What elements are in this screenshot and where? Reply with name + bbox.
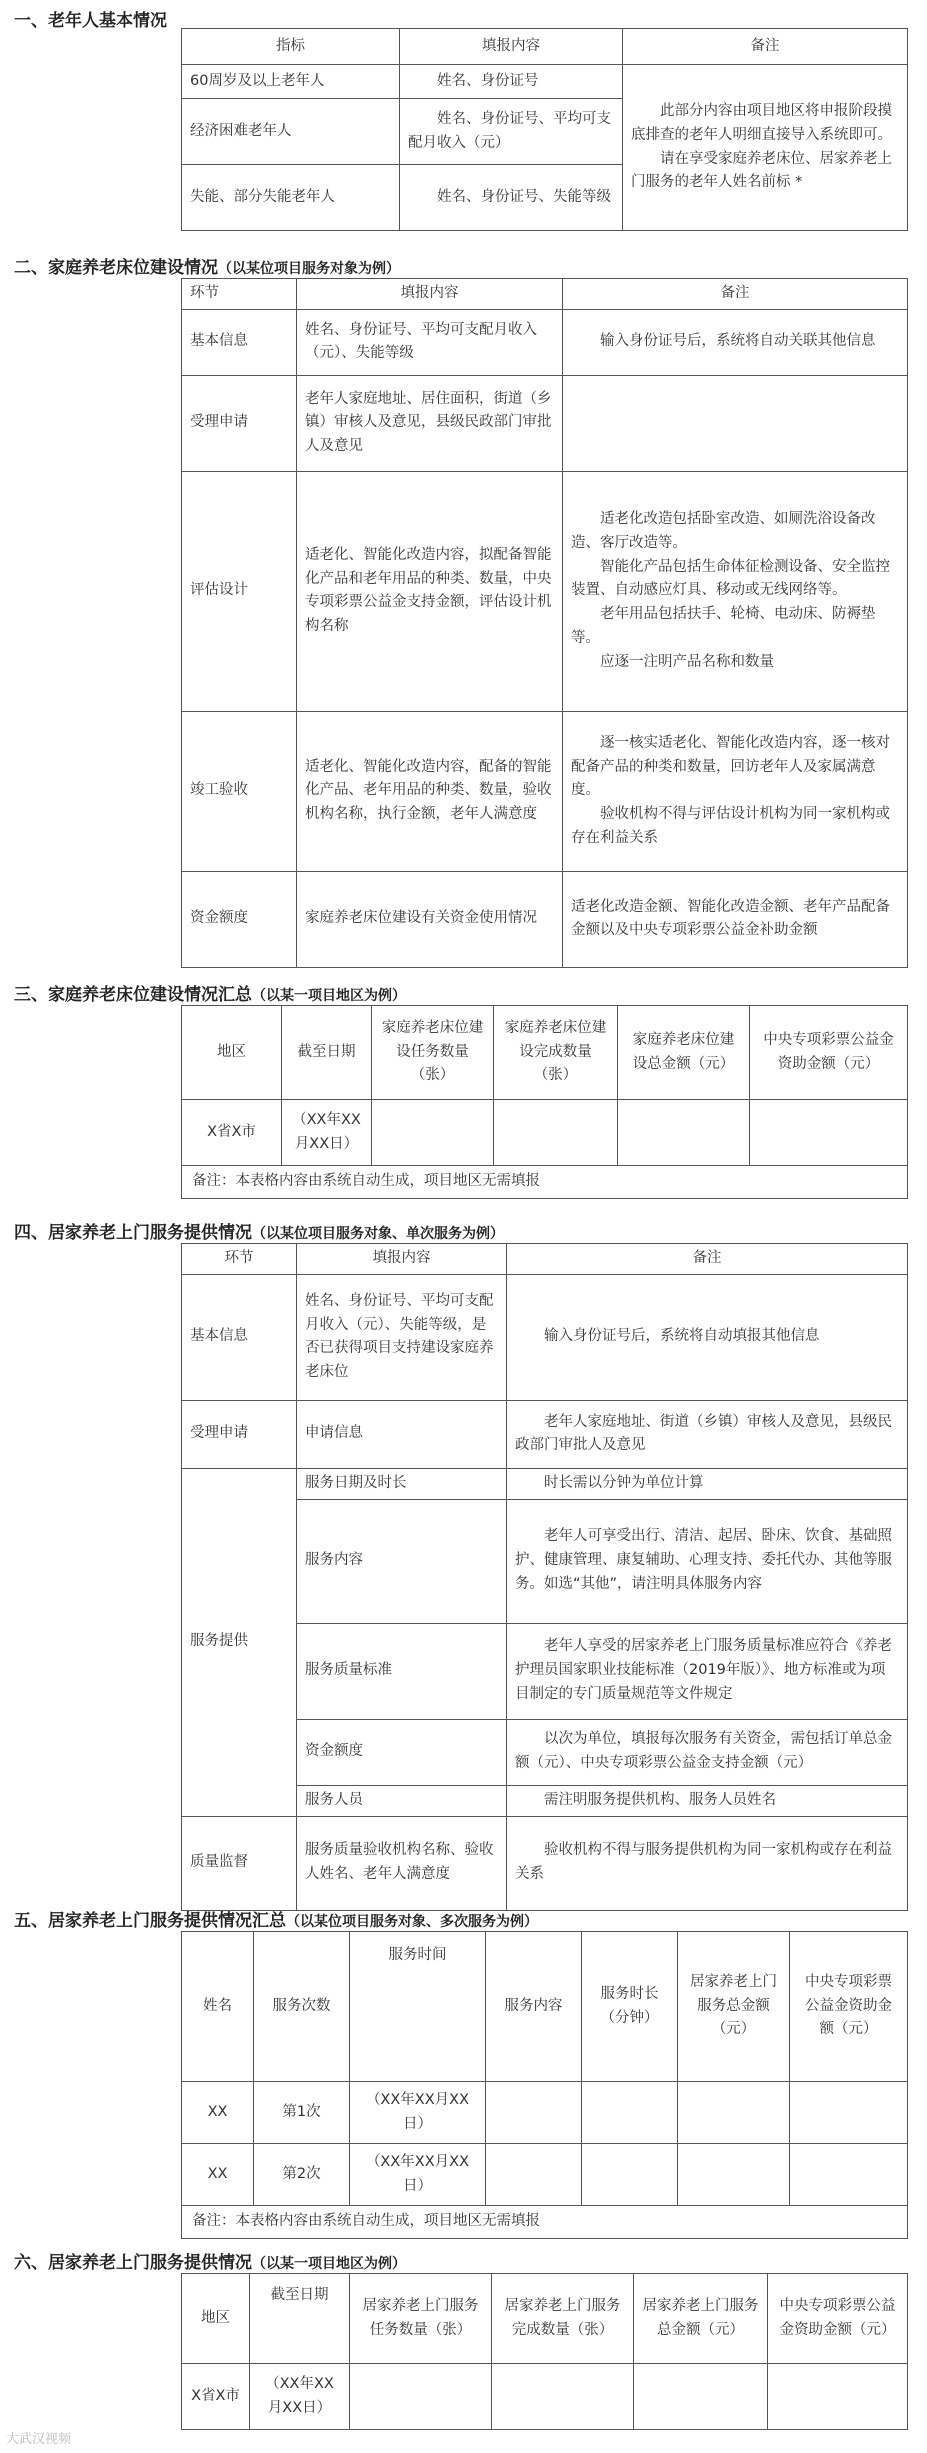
empty-cell: [634, 2364, 768, 2430]
remark-cell: 输入身份证号后，系统将自动填报其他信息: [507, 1274, 908, 1400]
stage-cell: 竣工验收: [182, 711, 297, 871]
remark-cell: 输入身份证号后，系统将自动关联其他信息: [563, 309, 908, 375]
count-cell: 第2次: [254, 2144, 350, 2206]
section-2-title: [14, 253, 400, 278]
section-4-title-text: 四、居家养老上门服务提供情况: [14, 1223, 252, 1243]
date-cell: （XX年XX月XX日）: [282, 1100, 372, 1166]
header-cell: 备注: [563, 279, 908, 310]
header-cell: 备注: [623, 29, 908, 65]
header-cell: 环节: [182, 1244, 297, 1275]
empty-cell: [790, 2144, 908, 2206]
remark-cell: [563, 375, 908, 471]
section-1-title: [14, 6, 167, 31]
remark-cell: 适老化改造金额、智能化改造金额、老年产品配备金额以及中央专项彩票公益金补助金额: [563, 871, 908, 967]
table-note: 备注：本表格内容由系统自动生成，项目地区无需填报: [182, 2206, 908, 2239]
home-service-table: [181, 1243, 908, 1911]
section-2-title-text: 二、家庭养老床位建设情况: [14, 258, 218, 278]
header-cell: 地区: [182, 1006, 282, 1100]
remark-text: 智能化产品包括生命体征检测设备、安全监控装置、自动感应灯具、移动或无线网络等。: [571, 558, 890, 599]
date-cell: （XX年XX月XX日）: [350, 2144, 486, 2206]
section-2-title-note: （以某位项目服务对象为例）: [218, 261, 400, 277]
basic-info-table: [181, 28, 908, 231]
empty-cell: [582, 2082, 678, 2144]
empty-cell: [750, 1100, 908, 1166]
remark-text: 验收机构不得与评估设计机构为同一家机构或存在利益关系: [571, 806, 890, 847]
stage-cell: 基本信息: [182, 309, 297, 375]
header-cell: 填报内容: [297, 1244, 507, 1275]
empty-cell: [492, 2364, 634, 2430]
header-cell: 服务内容: [486, 1932, 582, 2082]
header-cell: 服务时长（分钟）: [582, 1932, 678, 2082]
home-bed-table: [181, 278, 908, 968]
header-cell: 家庭养老床位建设任务数量（张）: [372, 1006, 494, 1100]
header-cell: 填报内容: [297, 279, 563, 310]
section-4-title: [14, 1218, 504, 1243]
name-cell: XX: [182, 2082, 254, 2144]
content-cell: 老年人家庭地址、居住面积，街道（乡镇）审核人及意见，县级民政部门审批人及意见: [297, 375, 563, 471]
remark-cell: 时长需以分钟为单位计算: [507, 1468, 908, 1499]
empty-cell: [790, 2082, 908, 2144]
header-cell: 备注: [507, 1244, 908, 1275]
content-cell: 姓名、身份证号、失能等级: [400, 165, 623, 231]
empty-cell: [768, 2364, 908, 2430]
header-cell: 中央专项彩票公益金资助金额（元）: [790, 1932, 908, 2082]
section-3-title-text: 三、家庭养老床位建设情况汇总: [14, 985, 252, 1005]
indicator-cell: 经济困难老年人: [182, 99, 400, 165]
section-4-title-note: （以某位项目服务对象、单次服务为例）: [252, 1226, 504, 1242]
content-cell: 适老化、智能化改造内容，拟配备智能化产品和老年用品的种类、数量，中央专项彩票公益金支持金额，评估设计机构名称: [297, 471, 563, 711]
empty-cell: [618, 1100, 750, 1166]
remark-cell: 老年人可享受出行、清洁、起居、卧床、饮食、基础照护、健康管理、康复辅助、心理支持、委托代办、其他等服务。如选“其他”，请注明具体服务内容: [507, 1499, 908, 1623]
content-cell: 申请信息: [297, 1400, 507, 1468]
empty-cell: [582, 2144, 678, 2206]
empty-cell: [678, 2144, 790, 2206]
stage-cell: 资金额度: [182, 871, 297, 967]
section-3-title-note: （以某一项目地区为例）: [252, 988, 406, 1004]
remark-text: 此部分内容由项目地区将申报阶段摸底排查的老年人明细直接导入系统即可。: [631, 102, 892, 143]
remark-cell: 需注明服务提供机构、服务人员姓名: [507, 1785, 908, 1816]
stage-cell: 服务提供: [182, 1468, 297, 1816]
header-cell: 居家养老上门服务总金额（元）: [634, 2274, 768, 2364]
section-5-title: [14, 1906, 538, 1931]
content-cell: 姓名、身份证号、平均可支配月收入（元）、失能等级: [297, 309, 563, 375]
table-note: 备注：本表格内容由系统自动生成，项目地区无需填报: [182, 1166, 908, 1199]
content-cell: 适老化、智能化改造内容，配备的智能化产品、老年用品的种类、数量，验收机构名称，执行金额，老年人满意度: [297, 711, 563, 871]
section-6-title: [14, 2248, 406, 2273]
header-cell: 服务次数: [254, 1932, 350, 2082]
content-cell: 服务质量验收机构名称、验收人姓名、老年人满意度: [297, 1816, 507, 1910]
remark-cell: 老年人享受的居家养老上门服务质量标准应符合《养老护理员国家职业技能标准（2019年版）》、地方标准或为项目制定的专门质量规范等文件规定: [507, 1623, 908, 1719]
empty-cell: [678, 2082, 790, 2144]
stage-cell: 质量监督: [182, 1816, 297, 1910]
stage-cell: 基本信息: [182, 1274, 297, 1400]
content-cell: 服务质量标准: [297, 1623, 507, 1719]
remark-text: 逐一核实适老化、智能化改造内容，逐一核对配备产品的种类和数量，回访老年人及家属满意度。: [571, 734, 890, 799]
header-cell: 居家养老上门服务任务数量（张）: [350, 2274, 492, 2364]
date-cell: （XX年XX月XX日）: [350, 2082, 486, 2144]
remark-cell: 老年人家庭地址、街道（乡镇）审核人及意见，县级民政部门审批人及意见: [507, 1400, 908, 1468]
content-cell: 服务人员: [297, 1785, 507, 1816]
section-6-title-note: （以某一项目地区为例）: [252, 2256, 406, 2272]
content-cell: 姓名、身份证号、平均可支配月收入（元）: [400, 99, 623, 165]
remark-text: 适老化改造包括卧室改造、如厕洗浴设备改造、客厅改造等。: [571, 510, 876, 551]
header-cell: 中央专项彩票公益金资助金额（元）: [768, 2274, 908, 2364]
header-cell: 居家养老上门服务总金额（元）: [678, 1932, 790, 2082]
content-cell: 家庭养老床位建设有关资金使用情况: [297, 871, 563, 967]
stage-cell: 受理申请: [182, 375, 297, 471]
content-cell: 服务内容: [297, 1499, 507, 1623]
empty-cell: [350, 2364, 492, 2430]
service-region-table: [181, 2273, 908, 2430]
indicator-cell: 60周岁及以上老年人: [182, 65, 400, 99]
name-cell: XX: [182, 2144, 254, 2206]
remark-text: 请在享受家庭养老床位、居家养老上门服务的老年人姓名前标 *: [631, 150, 892, 191]
watermark-logo: [6, 2428, 71, 2447]
remark-text: 应逐一注明产品名称和数量: [600, 654, 774, 671]
content-cell: 资金额度: [297, 1719, 507, 1785]
stage-cell: 评估设计: [182, 471, 297, 711]
empty-cell: [486, 2144, 582, 2206]
header-cell: 中央专项彩票公益金资助金额（元）: [750, 1006, 908, 1100]
header-cell: 居家养老上门服务完成数量（张）: [492, 2274, 634, 2364]
region-cell: X省X市: [182, 1100, 282, 1166]
content-cell: 姓名、身份证号、平均可支配月收入（元）、失能等级，是否已获得项目支持建设家庭养老床位: [297, 1274, 507, 1400]
header-cell: 姓名: [182, 1932, 254, 2082]
section-5-title-note: （以某位项目服务对象、多次服务为例）: [286, 1914, 538, 1930]
remark-text: 老年用品包括扶手、轮椅、电动床、防褥垫等。: [571, 606, 876, 647]
content-cell: 服务日期及时长: [297, 1468, 507, 1499]
remark-cell: [563, 471, 908, 711]
remark-cell: 验收机构不得与服务提供机构为同一家机构或存在利益关系: [507, 1816, 908, 1910]
content-cell: 姓名、身份证号: [400, 65, 623, 99]
service-summary-table: [181, 1931, 908, 2239]
remark-cell: [563, 711, 908, 871]
header-cell: 截至日期: [250, 2274, 350, 2364]
stage-cell: 受理申请: [182, 1400, 297, 1468]
header-cell: 服务时间: [350, 1932, 486, 2082]
empty-cell: [486, 2082, 582, 2144]
section-1-title-text: 一、老年人基本情况: [14, 11, 167, 31]
section-3-title: [14, 980, 406, 1005]
count-cell: 第1次: [254, 2082, 350, 2144]
empty-cell: [494, 1100, 618, 1166]
header-cell: 填报内容: [400, 29, 623, 65]
header-cell: 指标: [182, 29, 400, 65]
region-cell: X省X市: [182, 2364, 250, 2430]
header-cell: 家庭养老床位建设完成数量（张）: [494, 1006, 618, 1100]
header-cell: 地区: [182, 2274, 250, 2364]
header-cell: 截至日期: [282, 1006, 372, 1100]
watermark-text: 大武汉视频: [6, 2432, 72, 2447]
header-cell: 环节: [182, 279, 297, 310]
remark-cell: 以次为单位，填报每次服务有关资金，需包括订单总金额（元）、中央专项彩票公益金支持金额（元）: [507, 1719, 908, 1785]
remark-cell: [623, 65, 908, 231]
home-bed-summary-table: [181, 1005, 908, 1199]
header-cell: 家庭养老床位建设总金额（元）: [618, 1006, 750, 1100]
indicator-cell: 失能、部分失能老年人: [182, 165, 400, 231]
section-6-title-text: 六、居家养老上门服务提供情况: [14, 2253, 252, 2273]
section-5-title-text: 五、居家养老上门服务提供情况汇总: [14, 1911, 286, 1931]
empty-cell: [372, 1100, 494, 1166]
date-cell: （XX年XX月XX日）: [250, 2364, 350, 2430]
